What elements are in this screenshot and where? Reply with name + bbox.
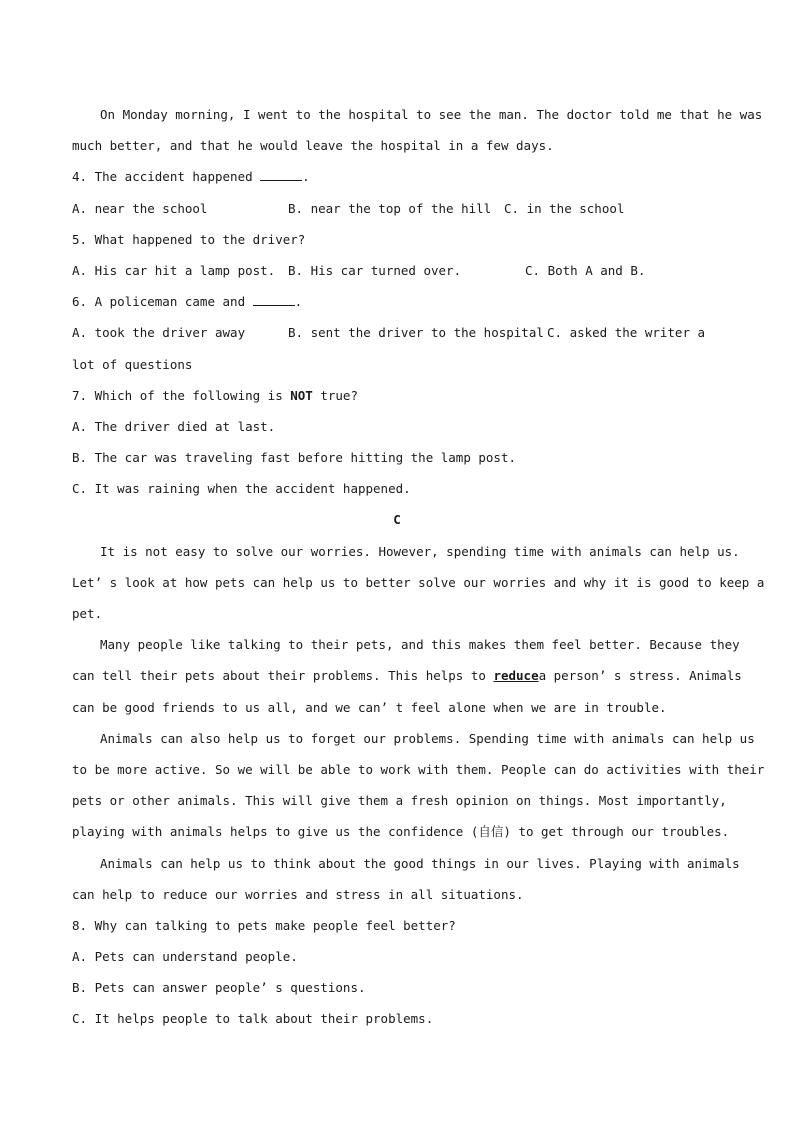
question-text: 6. A policeman came and (72, 294, 246, 310)
section-title: C (393, 512, 401, 528)
question-4-options (72, 197, 722, 228)
question-6-options (72, 321, 722, 352)
option-c: C. asked the writer a (547, 325, 706, 341)
paragraph-line: It is not easy to solve our worries. However, spending time with animals can help us. (100, 543, 740, 559)
paragraph-line: can help to reduce our worries and stress in all situations. (72, 886, 524, 902)
option-b: B. Pets can answer people’ s questions. (72, 980, 366, 996)
question-8-stem: 8. Why can talking to pets make people feel better? (72, 917, 456, 933)
option-c: C. It helps people to talk about their problems. (72, 1011, 434, 1027)
chinese-gloss: 自信 (478, 824, 504, 840)
paragraph-text: ) to get through our troubles. (503, 824, 730, 840)
paragraph-line: pets or other animals. This will give them a fresh opinion on things. Most importantly, (72, 793, 727, 809)
option-a: A. The driver died at last. (72, 418, 276, 434)
question-5-options (72, 259, 722, 290)
option-c: C. It was raining when the accident happened. (72, 481, 411, 497)
paragraph-line: pet. (72, 606, 103, 621)
document-page (72, 103, 765, 1039)
option-a: A. near the school (72, 200, 208, 216)
paragraph-line: much better, and that he would leave the hospital in a few days. (72, 138, 554, 154)
paragraph-line (72, 820, 730, 851)
option-b: B. sent the driver to the hospital (288, 325, 544, 341)
paragraph-line: Let’ s look at how pets can help us to better solve our worries and why it is good to keep a (72, 574, 765, 590)
question-text: 4. The accident happened (72, 169, 253, 185)
paragraph-line: Animals can also help us to forget our problems. Spending time with animals can help us (100, 730, 755, 746)
question-text: . (294, 294, 303, 310)
question-text: . (302, 169, 310, 185)
question-4-stem (72, 165, 722, 196)
paragraph-line: to be more active. So we will be able to work with them. People can do activities with their (72, 761, 765, 777)
option-b: B. His car turned over. (288, 262, 462, 278)
question-text: true? (320, 387, 358, 403)
question-7-stem (72, 384, 722, 415)
paragraph-line (72, 664, 742, 695)
answer-blank (253, 291, 295, 306)
question-text: 7. Which of the following is (72, 387, 283, 403)
option-a: A. Pets can understand people. (72, 949, 298, 965)
paragraph-line: Animals can help us to think about the good things in our lives. Playing with animals (100, 855, 740, 871)
option-c: C. Both A and B. (525, 262, 646, 278)
paragraph-line: can be good friends to us all, and we can’ t feel alone when we are in trouble. (72, 699, 667, 715)
option-c: C. in the school (504, 200, 625, 216)
paragraph-text: a person’ s stress. Animals (538, 668, 742, 684)
emphasis-text: NOT (290, 387, 313, 403)
option-continuation: lot of questions (72, 356, 193, 372)
option-a: A. His car hit a lamp post. (72, 262, 276, 278)
paragraph-line: On Monday morning, I went to the hospital to see the man. The doctor told me that he was (100, 107, 763, 122)
paragraph-line: Many people like talking to their pets, and this makes them feel better. Because they (100, 637, 740, 653)
question-5-stem: 5. What happened to the driver? (72, 231, 306, 247)
option-b: B. The car was traveling fast before hitting the lamp post. (72, 450, 517, 466)
option-b: B. near the top of the hill (288, 200, 492, 216)
paragraph-text: can tell their pets about their problems. This helps to (72, 668, 486, 684)
paragraph-text: playing with animals helps to give us the confidence ( (72, 824, 479, 840)
answer-blank (260, 166, 302, 181)
option-a: A. took the driver away (72, 325, 246, 341)
vocab-word: reduce (493, 668, 539, 684)
question-6-stem (72, 290, 722, 321)
